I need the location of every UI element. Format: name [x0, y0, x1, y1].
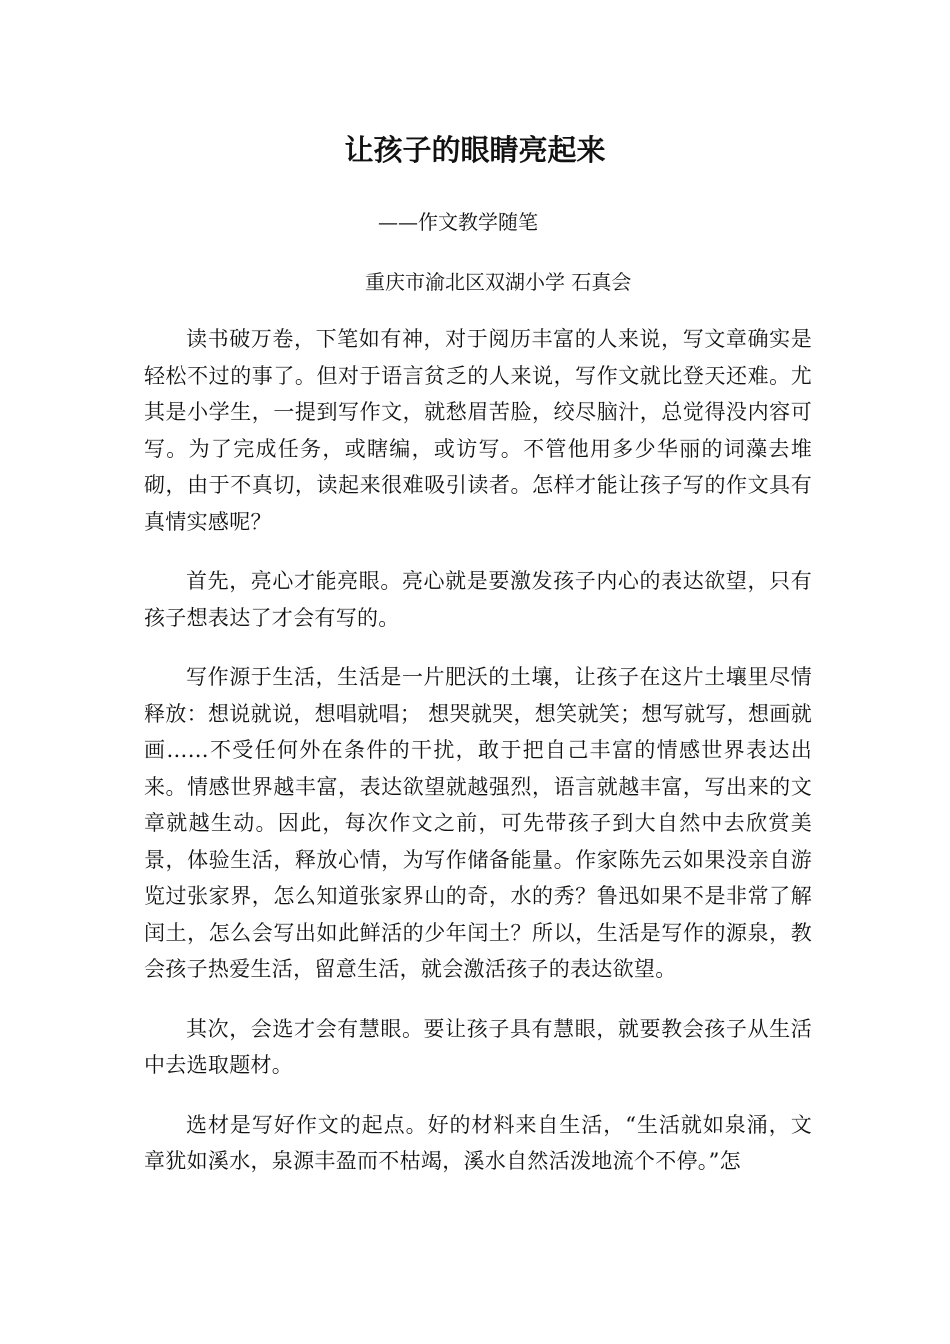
- document-author: 重庆市渝北区双湖小学 石真会: [365, 270, 632, 294]
- document-title: 让孩子的眼睛亮起来: [344, 133, 606, 167]
- paragraph-1: 读书破万卷，下笔如有神，对于阅历丰富的人来说，写文章确实是轻松不过的事了。但对于语言贫乏的人来说，写作文就比登天还难。尤其是小学生，一提到写作文，就愁眉苦脸，绞尽脑汁，总觉得没内容可写。为了完成任务，或瞎编，或访写。不管他用多少华丽的词藻去堆砌，由于不真切，读起来很难吸引读者。怎样才能让孩子写的作文具有真情实感呢？: [144, 327, 812, 534]
- paragraph-5: 选材是写好作文的起点。好的材料来自生活，“生活就如泉涌，文章犹如溪水，泉源丰盈而不枯竭，溪水自然活泼地流个不停。”怎: [144, 1112, 812, 1173]
- document-subtitle: ——作文教学随笔: [378, 210, 538, 234]
- paragraph-3: 写作源于生活，生活是一片肥沃的土壤，让孩子在这片土壤里尽情释放：想说就说，想唱就唱； 想哭就哭，想笑就笑；想写就写，想画就画……不受任何外在条件的干扰，敢于把自己丰富的情感世界表达出来。情感世界越丰富，表达欲望就越强烈，语言就越丰富，写出来的文章就越生动。因此，每次作文之前，可先带孩子到大自然中去欣赏美景，体验生活，释放心情，为写作储备能量。作家陈先云如果没亲自游览过张家界，怎么知道张家界山的奇，水的秀？鲁迅如果不是非常了解闰土，怎么会写出如此鲜活的少年闰土？所以，生活是写作的源泉，教会孩子热爱生活，留意生活，就会激活孩子的表达欲望。: [144, 665, 812, 981]
- document-body: [144, 321, 812, 1203]
- paragraph-4: 其次，会选才会有慧眼。要让孩子具有慧眼，就要教会孩子从生活中去选取题材。: [144, 1016, 812, 1077]
- paragraph-2: 首先，亮心才能亮眼。亮心就是要激发孩子内心的表达欲望，只有孩子想表达了才会有写的。: [144, 569, 812, 630]
